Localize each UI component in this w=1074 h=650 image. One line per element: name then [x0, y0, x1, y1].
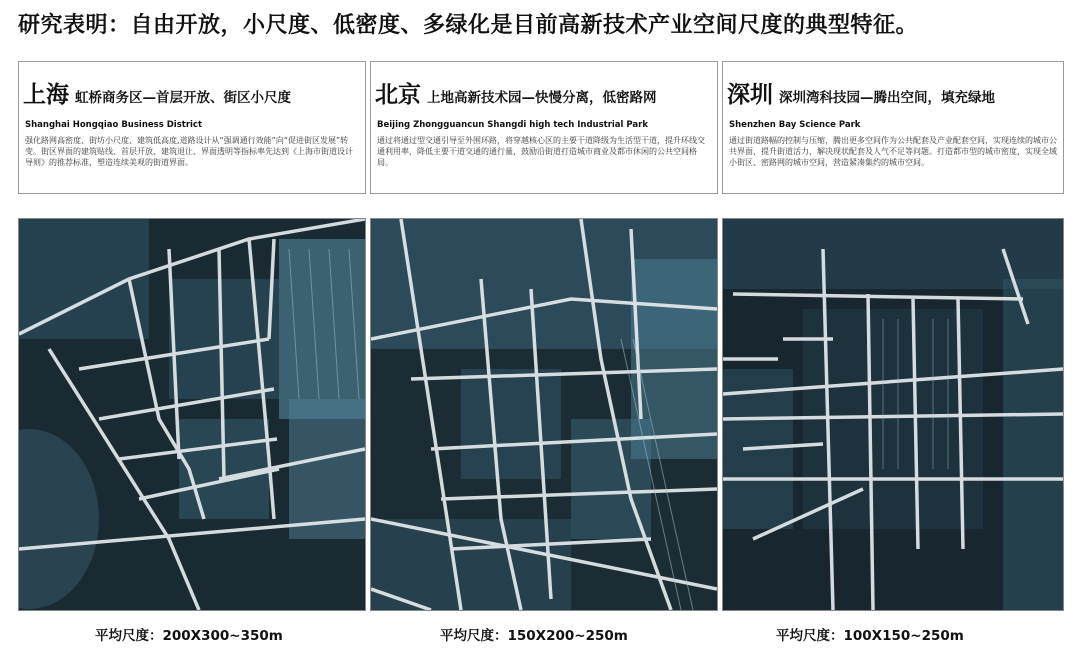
scale-caption-beijing: 平均尺度：150X200~250m — [440, 628, 628, 644]
case-description: 通过街道路幅的控制与压缩，腾出更多空间作为公共配套及产业配套空间，实现连续的城市公共界面，提升街道活力，解决现状配套及人气不足等问题。打造都市型的城市密度，实现全域小街区、密路网的城市空间，营造紧凑集约的城市空间。 — [729, 136, 1057, 167]
scale-caption-shanghai: 平均尺度：200X300~350m — [95, 628, 283, 644]
case-subtitle: 深圳湾科技园—腾出空间，填充绿地 — [779, 90, 995, 106]
case-card-shanghai — [18, 61, 366, 194]
city-name: 上海 — [23, 82, 69, 108]
case-card-beijing — [370, 61, 718, 194]
aerial-map-beijing — [370, 218, 718, 611]
city-name: 深圳 — [727, 82, 773, 108]
case-card-shenzhen — [722, 61, 1064, 194]
case-description: 通过将通过型交通引导至外围环路，将穿越核心区的主要干道降级为生活型干道，提升环线交通利用率，降低主要干道交通的通行量，鼓励沿街道打造城市商业及都市休闲的公共空间格局。 — [377, 136, 705, 167]
case-english-name: Shenzhen Bay Science Park — [729, 120, 861, 130]
aerial-map-shenzhen — [722, 218, 1064, 611]
case-english-name: Shanghai Hongqiao Business District — [25, 120, 203, 130]
case-english-name: Beijing Zhongguancun Shangdi high tech Industrial Park — [377, 120, 648, 130]
city-name: 北京 — [375, 82, 421, 108]
case-description: 强化路网高密度、街坊小尺度、建筑低高度,道路设计从“强调通行效能”向“促进街区发展”转变。街区界面的建筑贴线、首层开放、建筑退让、界面透明等指标率先达到《上海市街道设计导则》的推荐标准，塑造连续美观的街道界面。 — [25, 136, 353, 167]
scale-caption-shenzhen: 平均尺度：100X150~250m — [776, 628, 964, 644]
aerial-map-shanghai — [18, 218, 366, 611]
case-subtitle: 上地高新技术园—快慢分离，低密路网 — [427, 90, 657, 106]
case-subtitle: 虹桥商务区—首层开放、街区小尺度 — [75, 90, 291, 106]
page-title: 研究表明：自由开放，小尺度、低密度、多绿化是目前高新技术产业空间尺度的典型特征。 — [18, 13, 919, 38]
